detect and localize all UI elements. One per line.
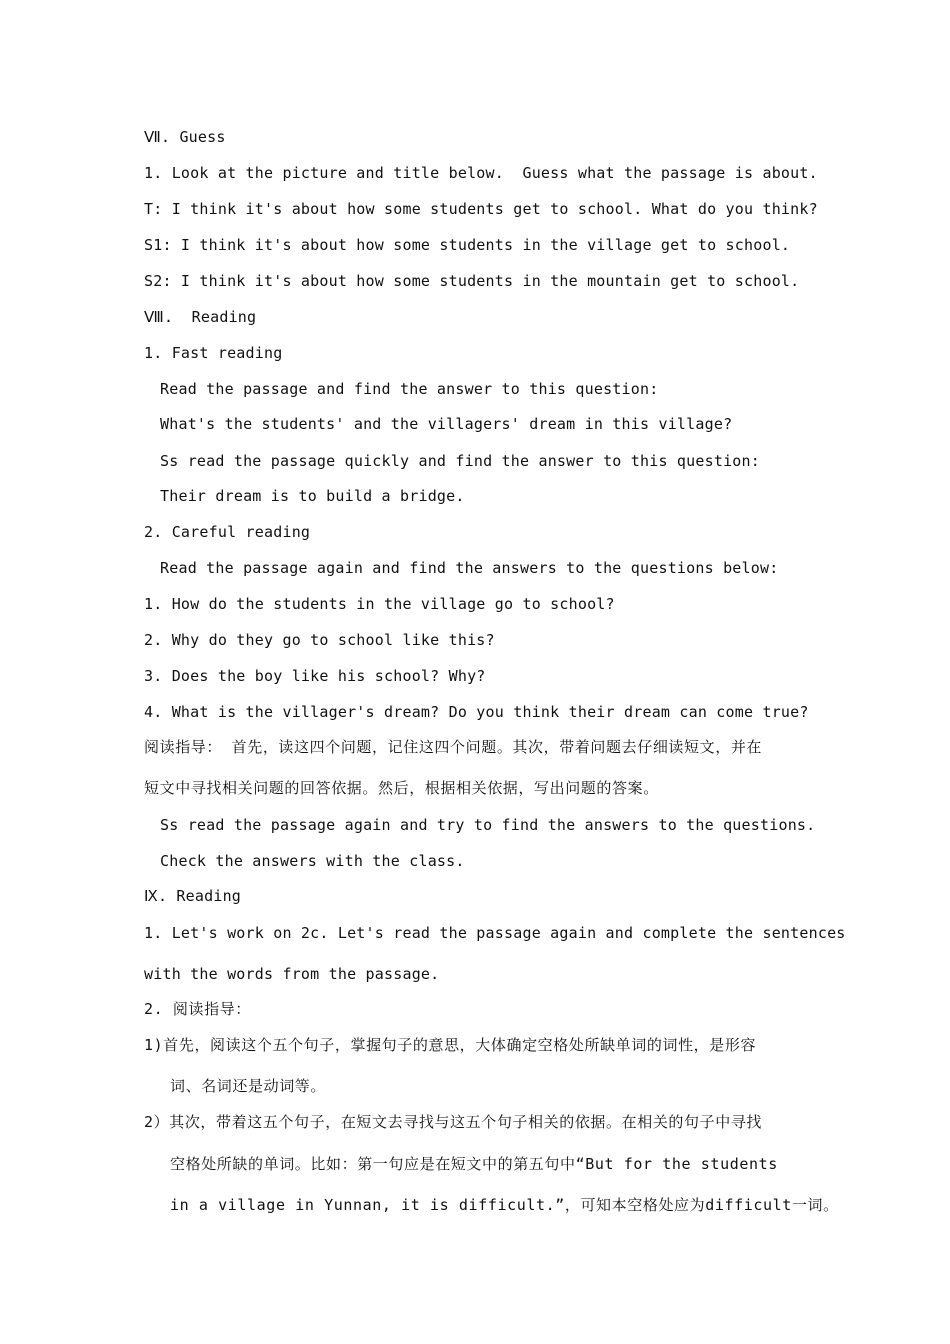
- paragraph-line: Read the passage and find the answer to this question:: [160, 380, 659, 398]
- question-line: 2. Why do they go to school like this?: [144, 631, 495, 649]
- section-heading-reading: Ⅷ. Reading: [144, 308, 257, 326]
- paragraph-line: S2: I think it's about how some students in the mountain get to school.: [144, 272, 800, 290]
- paragraph-line: T: I think it's about how some students get to school. What do you think?: [144, 200, 818, 218]
- question-line: 1. How do the students in the village go to school?: [144, 595, 615, 613]
- question-line: 3. Does the boy like his school? Why?: [144, 667, 486, 685]
- reading-guide-line: 2. 阅读指导：: [144, 1000, 251, 1018]
- paragraph-line: Their dream is to build a bridge.: [160, 487, 465, 505]
- paragraph-line: S1: I think it's about how some students in the village get to school.: [144, 236, 791, 254]
- reading-guide-line: 1)首先，阅读这个五个句子，掌握句子的意思，大体确定空格处所缺单词的词性，是形容: [144, 1036, 757, 1054]
- reading-guide-line: 短文中寻找相关问题的回答依据。然后，根据相关依据，写出问题的答案。: [144, 779, 659, 797]
- reading-guide-line: 空格处所缺的单词。比如：第一句应是在短文中的第五句中“But for the students: [170, 1155, 778, 1173]
- paragraph-line: with the words from the passage.: [144, 965, 440, 983]
- paragraph-line: What's the students' and the villagers' dream in this village?: [160, 415, 733, 433]
- subheading-careful-reading: 2. Careful reading: [144, 523, 311, 541]
- reading-guide-line: in a village in Yunnan, it is difficult.”，可知本空格处应为difficult一词。: [170, 1196, 839, 1214]
- paragraph-line: 1. Look at the picture and title below. Guess what the passage is about.: [144, 164, 818, 182]
- question-line: 4. What is the villager's dream? Do you think their dream can come true?: [144, 703, 809, 721]
- paragraph-line: Read the passage again and find the answers to the questions below:: [160, 559, 779, 577]
- paragraph-line: Ss read the passage quickly and find the answer to this question:: [160, 452, 760, 470]
- section-heading-guess: Ⅶ. Guess: [144, 128, 226, 146]
- reading-guide-line: 词、名词还是动词等。: [170, 1077, 327, 1095]
- reading-guide-line: 阅读指导： 首先，读这四个问题，记住这四个问题。其次，带着问题去仔细读短文，并在: [144, 738, 763, 756]
- subheading-fast-reading: 1. Fast reading: [144, 344, 283, 362]
- reading-guide-line: 2）其次，带着这五个句子，在短文去寻找与这五个句子相关的依据。在相关的句子中寻找: [144, 1113, 763, 1131]
- paragraph-line: Check the answers with the class.: [160, 852, 465, 870]
- section-heading-reading-2: Ⅸ. Reading: [144, 887, 242, 905]
- paragraph-line: Ss read the passage again and try to find the answers to the questions.: [160, 816, 816, 834]
- paragraph-line: 1. Let's work on 2c. Let's read the passage again and complete the sentences: [144, 924, 846, 942]
